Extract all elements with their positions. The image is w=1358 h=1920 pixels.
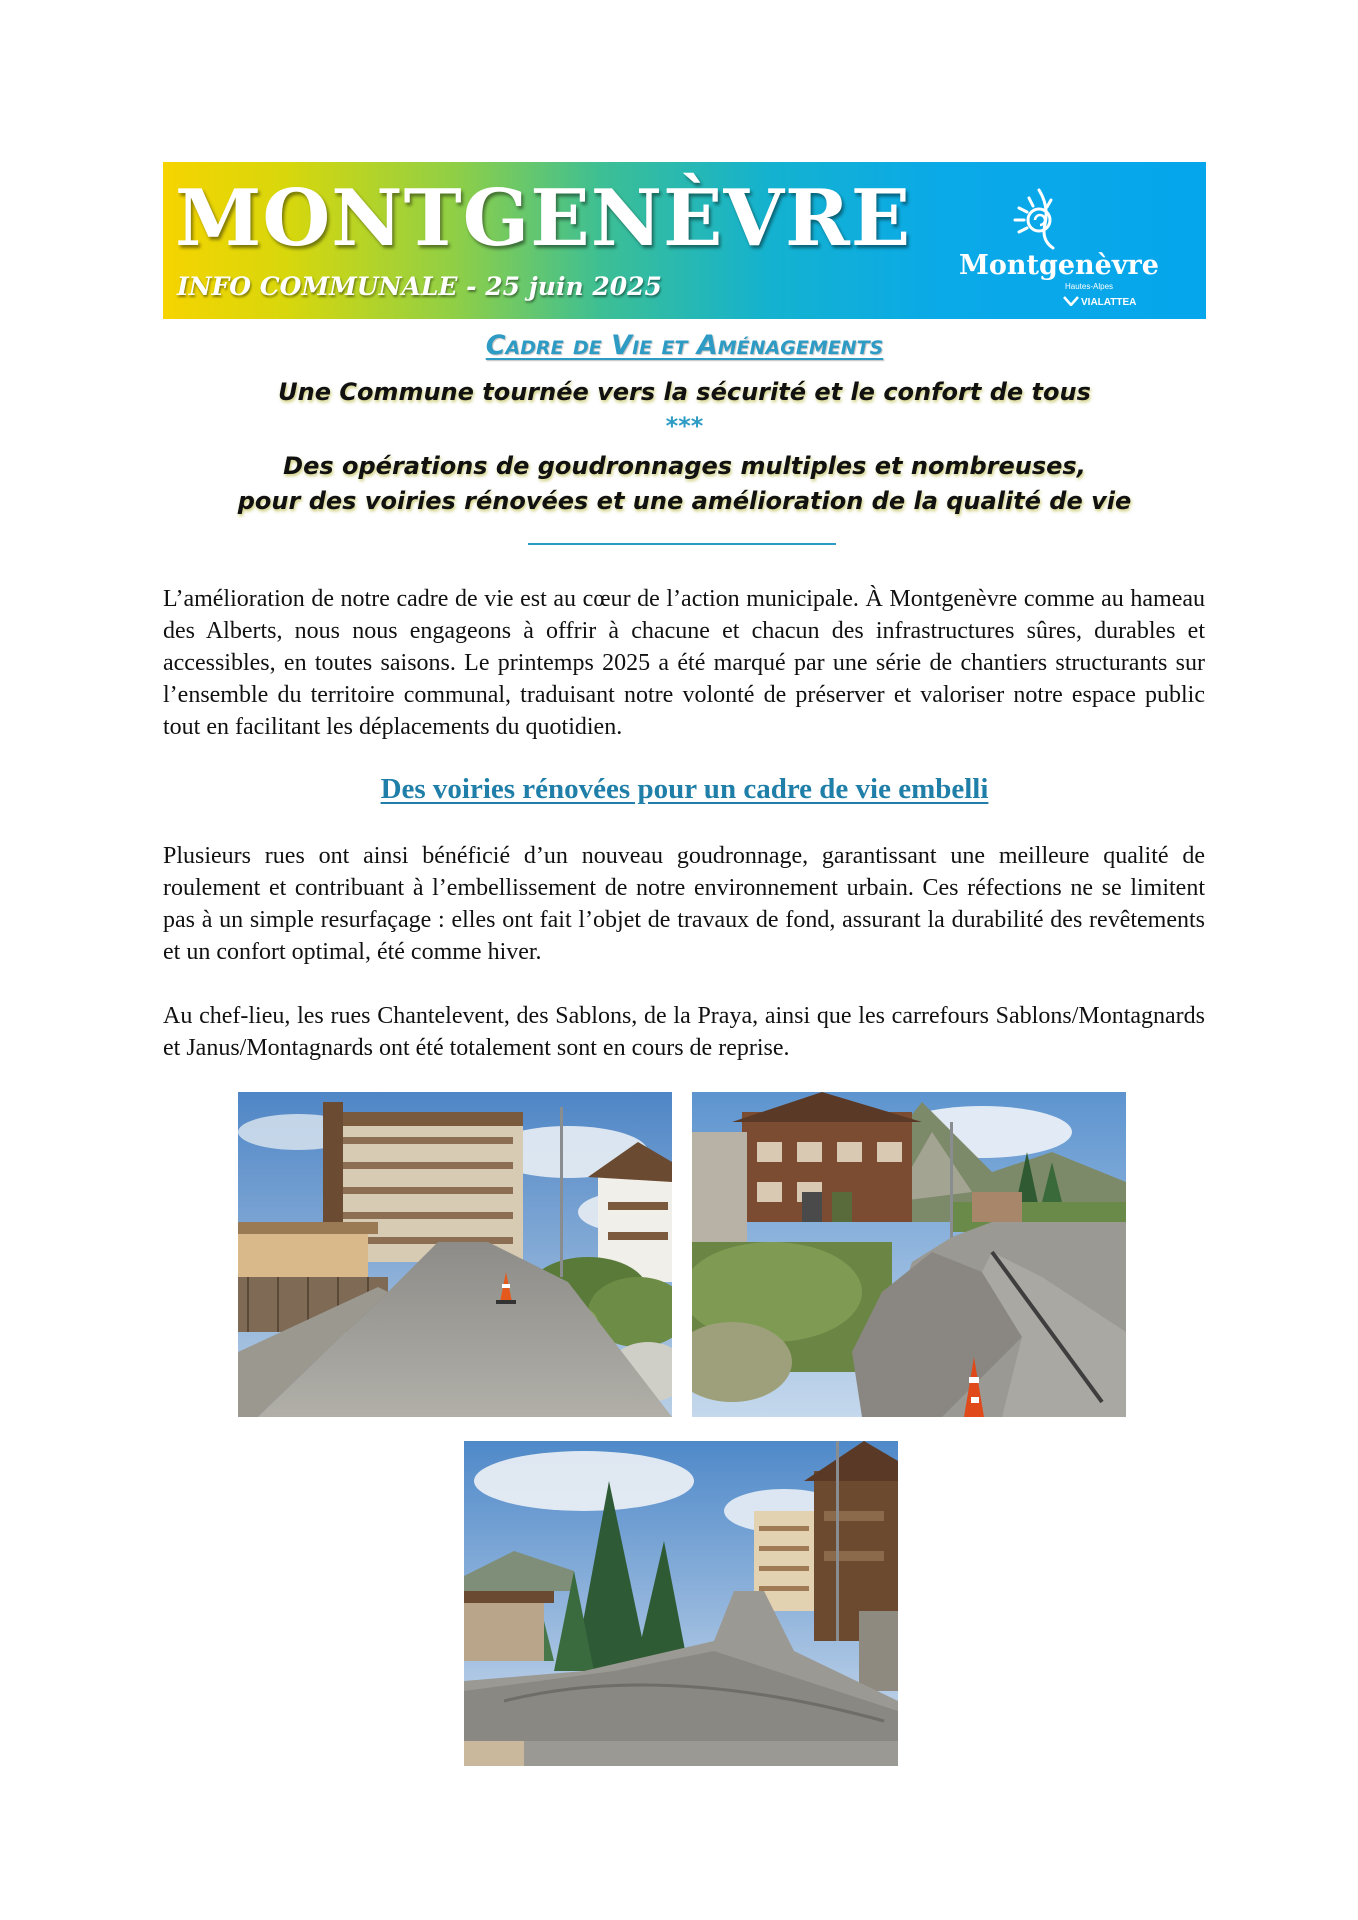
heading-divider [528,543,836,545]
headline-primary: Une Commune tournée vers la sécurité et le confort de tous [278,378,1091,406]
photo-street-buildings [238,1092,672,1417]
intro-paragraph: L’amélioration de notre cadre de vie est au cœur de l’action municipale. À Montgenèvre comme au hameau des Alberts, nous nous engageons à offrir à chacune et chacun des infrastructures sûres, durables et accessibles, en toutes saisons. Le printemps 2025 a été marqué par une série de chantiers structurants sur l’ensemble du territoire communal, traduisant notre volonté de préserver et valoriser notre espace public tout en facilitant les déplacements du quotidien. [163,586,1205,740]
body-paragraph-2: Au chef-lieu, les rues Chantelevent, des Sablons, de la Praya, ainsi que les carrefours Sablons/Montagnards et Janus/Montagnards ont été totalement sont en cours de reprise. [163,1003,1205,1061]
banner-title: MONTGENÈVRE [175,173,912,264]
logo-partner: VIALATTEA [1081,297,1137,308]
headline-secondary-line2: pour des voiries rénovées et une amélioration de la qualité de vie [237,487,1132,515]
vialattea-mark-icon [1063,296,1079,306]
separator-stars: *** [665,412,704,440]
header-banner [163,162,1206,319]
banner-subtitle: INFO COMMUNALE - 25 juin 2025 [177,272,662,301]
photo-crossroads [464,1441,898,1766]
montgenevre-logo [949,182,1184,307]
logo-name: Montgenèvre [959,250,1159,281]
sun-mountain-icon [1005,184,1075,250]
logo-region: Hautes-Alpes [1065,282,1114,291]
photo-street-chalets [692,1092,1126,1417]
body-paragraph-1: Plusieurs rues ont ainsi bénéficié d’un nouveau goudronnage, garantissant une meilleure qualité de roulement et contribuant à l’embellissement de notre environnement urbain. Ces réfections ne se limitent pas à un simple resurfaçage : elles ont fait l’objet de travaux de fond, assurant la durabilité des revêtements et un confort optimal, été comme hiver. [163,843,1205,965]
subheading: Des voiries rénovées pour un cadre de vie embelli [380,773,989,805]
section-title: Cadre de Vie et Aménagements [485,330,884,361]
headline-secondary-line1: Des opérations de goudronnages multiples et nombreuses, [283,452,1086,480]
